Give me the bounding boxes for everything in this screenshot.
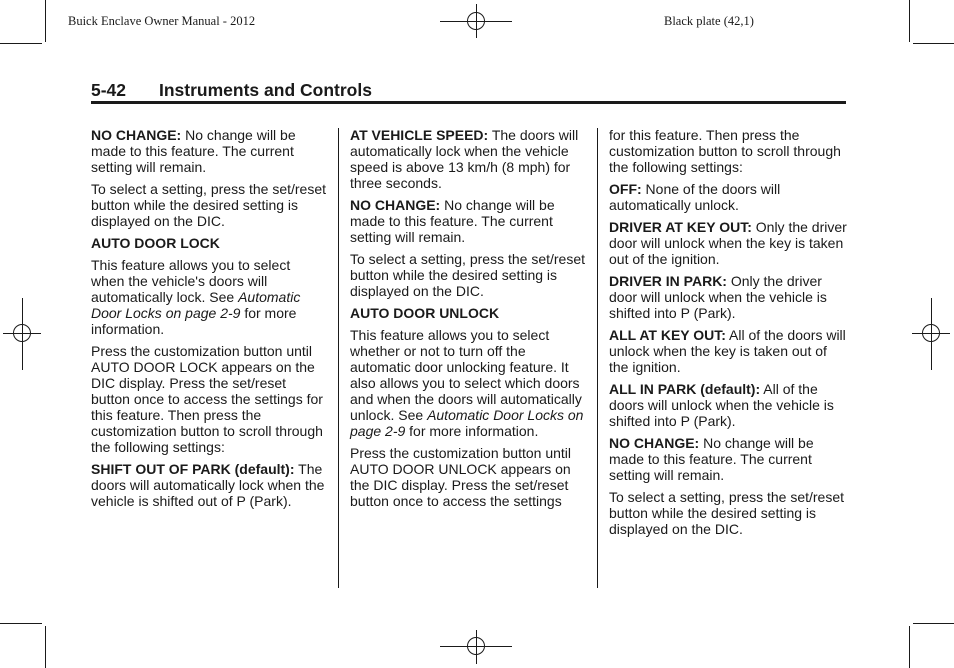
paragraph	[609, 327, 849, 375]
setting-text: All of the doors will unlock when the vehicle is shifted into P (Park).	[609, 381, 834, 429]
crop-mark-top-right-h	[913, 43, 954, 44]
setting-text: Only the driver door will unlock when the vehicle is shifted into P (Park).	[609, 273, 827, 321]
crop-mark-bottom-left-h	[0, 623, 42, 624]
section-heading: AUTO DOOR LOCK	[91, 235, 220, 251]
setting-text: Only the driver door will unlock when the key is taken out of the ignition.	[609, 219, 847, 267]
setting-text: The doors will automatically lock when the vehicle is shifted out of P (Park).	[91, 461, 325, 509]
paragraph	[91, 461, 327, 509]
setting-label: OFF:	[609, 181, 642, 197]
text: for more information.	[405, 423, 539, 439]
setting-label: NO CHANGE:	[91, 127, 182, 143]
paragraph	[350, 197, 590, 245]
text: This feature allows you to select whether or not to turn off the automatic door unlocking feature. It also allows you to select which doors and when the doors will automatically unlock. See	[350, 327, 582, 423]
paragraph: To select a setting, press the set/reset button while the desired setting is displayed on the DIC.	[91, 181, 327, 229]
setting-label: ALL IN PARK (default):	[609, 381, 761, 397]
crop-mark-bottom-left-v	[45, 626, 46, 668]
crop-mark-top-right-v	[909, 0, 910, 42]
section-heading: AUTO DOOR UNLOCK	[350, 305, 500, 321]
paragraph: Press the customization button until AUTO DOOR LOCK appears on the DIC display. Press the set/reset button once to access the settings for this feature. Then press the customization button to scroll through the following settings:	[91, 343, 323, 455]
crop-mark-top-left-h	[0, 43, 42, 44]
crop-mark-bottom-right-v	[909, 626, 910, 668]
setting-label: SHIFT OUT OF PARK (default):	[91, 461, 295, 477]
setting-label: DRIVER IN PARK:	[609, 273, 727, 289]
page-title	[91, 80, 372, 101]
cross-reference-link[interactable]: Automatic Door Locks on page 2-9	[350, 407, 584, 439]
setting-text: No change will be made to this feature. The current setting will remain.	[91, 127, 296, 175]
plate-label-header: Black plate (42,1)	[664, 14, 754, 28]
text-column-2	[350, 127, 590, 515]
paragraph	[609, 381, 849, 429]
text-column-1	[91, 127, 327, 515]
setting-label: DRIVER AT KEY OUT:	[609, 219, 752, 235]
manual-title-header: Buick Enclave Owner Manual - 2012	[68, 14, 256, 28]
paragraph: Press the customization button until AUTO DOOR UNLOCK appears on the DIC display. Press the set/reset button once to access the settings	[350, 445, 572, 509]
text: This feature allows you to select when the vehicle's doors will automatically lock. See	[91, 257, 291, 305]
paragraph	[350, 327, 590, 439]
setting-text: All of the doors will unlock when the key is taken out of the ignition.	[609, 327, 846, 375]
paragraph	[609, 435, 849, 483]
page-number: 5-42	[91, 80, 127, 100]
section-title: Instruments and Controls	[159, 80, 372, 100]
text: for more information.	[91, 305, 297, 337]
setting-label: NO CHANGE:	[350, 197, 441, 213]
setting-text: None of the doors will automatically unlock.	[609, 181, 781, 213]
paragraph	[91, 127, 327, 175]
paragraph	[91, 257, 327, 337]
cross-reference-link[interactable]: Automatic Door Locks on page 2-9	[91, 289, 301, 321]
setting-label: NO CHANGE:	[609, 435, 700, 451]
setting-text: The doors will automatically lock when the vehicle speed is above 13 km/h (8 mph) for three seconds.	[350, 127, 579, 191]
setting-text: No change will be made to this feature. The current setting will remain.	[350, 197, 555, 245]
paragraph	[609, 219, 849, 267]
paragraph	[609, 273, 849, 321]
paragraph	[609, 181, 849, 213]
crop-mark-bottom-right-h	[913, 623, 954, 624]
setting-label: AT VEHICLE SPEED:	[350, 127, 489, 143]
crop-mark-top-left-v	[45, 0, 46, 42]
column-divider-1	[338, 128, 339, 588]
paragraph	[350, 127, 590, 191]
column-divider-2	[597, 128, 598, 588]
setting-label: ALL AT KEY OUT:	[609, 327, 726, 343]
paragraph: To select a setting, press the set/reset button while the desired setting is displayed on the DIC.	[609, 489, 845, 537]
text-column-3	[609, 127, 849, 543]
paragraph: To select a setting, press the set/reset button while the desired setting is displayed on the DIC.	[350, 251, 586, 299]
setting-text: No change will be made to this feature. The current setting will remain.	[609, 435, 814, 483]
paragraph: for this feature. Then press the customization button to scroll through the following settings:	[609, 127, 841, 175]
title-rule	[91, 101, 846, 104]
